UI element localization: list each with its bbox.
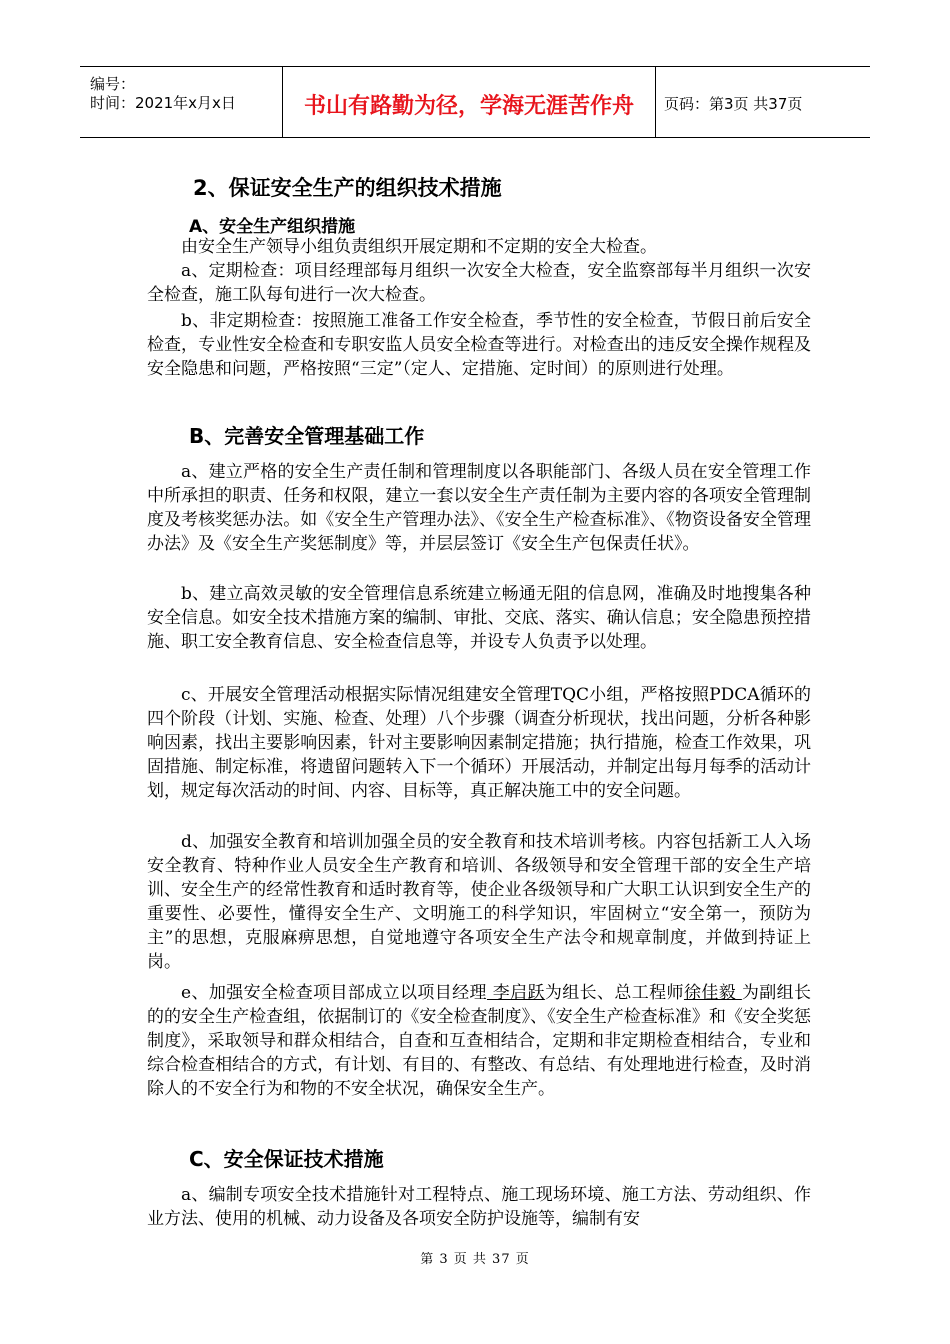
header-page-cell	[664, 67, 870, 137]
subsection-c-title: C、安全保证技术措施	[189, 1147, 384, 1171]
page-header	[80, 66, 870, 138]
subsection-b-item-a: a、建立严格的安全生产责任制和管理制度以各职能部门、各级人员在安全管理工作中所承担的职责、任务和权限，建立一套以安全生产责任制为主要内容的各项安全管理制度及考核奖惩办法。如《安全生产管理办法》、《安全生产检查标准》、《物资设备安全管理办法》及《安全生产奖惩制度》等，并层层签订《安全生产包保责任状》。	[147, 462, 811, 554]
subsection-b-title: B、完善安全管理基础工作	[189, 424, 425, 448]
header-slogan: 书山有路勤为径，学海无涯苦作舟	[303, 94, 634, 119]
subsection-b-item-e	[147, 981, 811, 1101]
group-leader-name: 李启跃	[486, 983, 545, 1003]
subsection-a-item-b: b、非定期检查：按照施工准备工作安全检查，季节性的安全检查，节假日前后安全检查，专业性安全检查和专职安监人员安全检查等进行。对检查出的违反安全操作规程及安全隐患和问题，严格按照“三定”（定人、定措施、定时间）的原则进行处理。	[147, 311, 811, 379]
subsection-a-intro: 由安全生产领导小组负责组织开展定期和不定期的安全大检查。	[181, 237, 657, 257]
subsection-b-item-c: c、开展安全管理活动根据实际情况组建安全管理TQC小组，严格按照PDCA循环的四个阶段（计划、实施、检查、处理）八个步骤（调查分析现状，找出问题，分析各种影响因素，找出主要影响因素，针对主要影响因素制定措施；执行措施，检查工作效果，巩固措施、制定标准，将遗留问题转入下一个循环）开展活动，并制定出每月每季的活动计划，规定每次活动的时间、内容、目标等，真正解决施工中的安全问题。	[147, 685, 811, 801]
item-e-text-1: e、加强安全检查项目部成立以项目经理	[181, 983, 487, 1003]
subsection-c-item-a: a、编制专项安全技术措施针对工程特点、施工现场环境、施工方法、劳动组织、作业方法、使用的机械、动力设备及各项安全防护设施等，编制有安	[147, 1185, 811, 1229]
header-slogan-cell	[282, 67, 656, 137]
header-time-label: 时间：2021年x月x日	[90, 94, 236, 112]
deputy-leader-name: 徐佳毅	[683, 983, 742, 1003]
subsection-a-item-a: a、定期检查：项目经理部每月组织一次安全大检查，安全监察部每半月组织一次安全检查，施工队每旬进行一次大检查。	[147, 261, 811, 305]
section-title: 2、保证安全生产的组织技术措施	[193, 176, 502, 200]
page-footer: 第 3 页 共 37 页	[420, 1252, 530, 1267]
header-page-info: 页码：第3页 共37页	[664, 95, 803, 113]
item-e-text-3: 为副组长的的安全生产检查组，依据制订的《安全检查制度》、《安全生产检查标准》和《安全奖惩制度》，采取领导和群众相结合，自查和互查相结合，定期和非定期检查相结合，专业和综合检查相结合的方式，有计划、有目的、有整改、有总结、有处理地进行检查，及时消除人的不安全行为和物的不安全状况，确保安全生产。	[147, 983, 812, 1099]
header-info-cell	[80, 67, 280, 137]
subsection-b-item-b: b、建立高效灵敏的安全管理信息系统建立畅通无阻的信息网，准确及时地搜集各种安全信息。如安全技术措施方案的编制、审批、交底、落实、确认信息；安全隐患预控措施、职工安全教育信息、安全检查信息等，并设专人负责予以处理。	[147, 584, 811, 652]
subsection-b-item-d: d、加强安全教育和培训加强全员的安全教育和技术培训考核。内容包括新工人入场安全教育、特种作业人员安全生产教育和培训、各级领导和安全管理干部的安全生产培训、安全生产的经常性教育和适时教育等，使企业各级领导和广大职工认识到安全生产的重要性、必要性，懂得安全生产、文明施工的科学知识，牢固树立“安全第一，预防为主”的思想，克服麻痹思想，自觉地遵守各项安全生产法令和规章制度，并做到持证上岗。	[147, 832, 811, 972]
item-e-text-2: 为组长、总工程师	[544, 983, 684, 1003]
header-number-label: 编号：	[90, 75, 136, 93]
subsection-a-title: A、安全生产组织措施	[189, 217, 356, 237]
